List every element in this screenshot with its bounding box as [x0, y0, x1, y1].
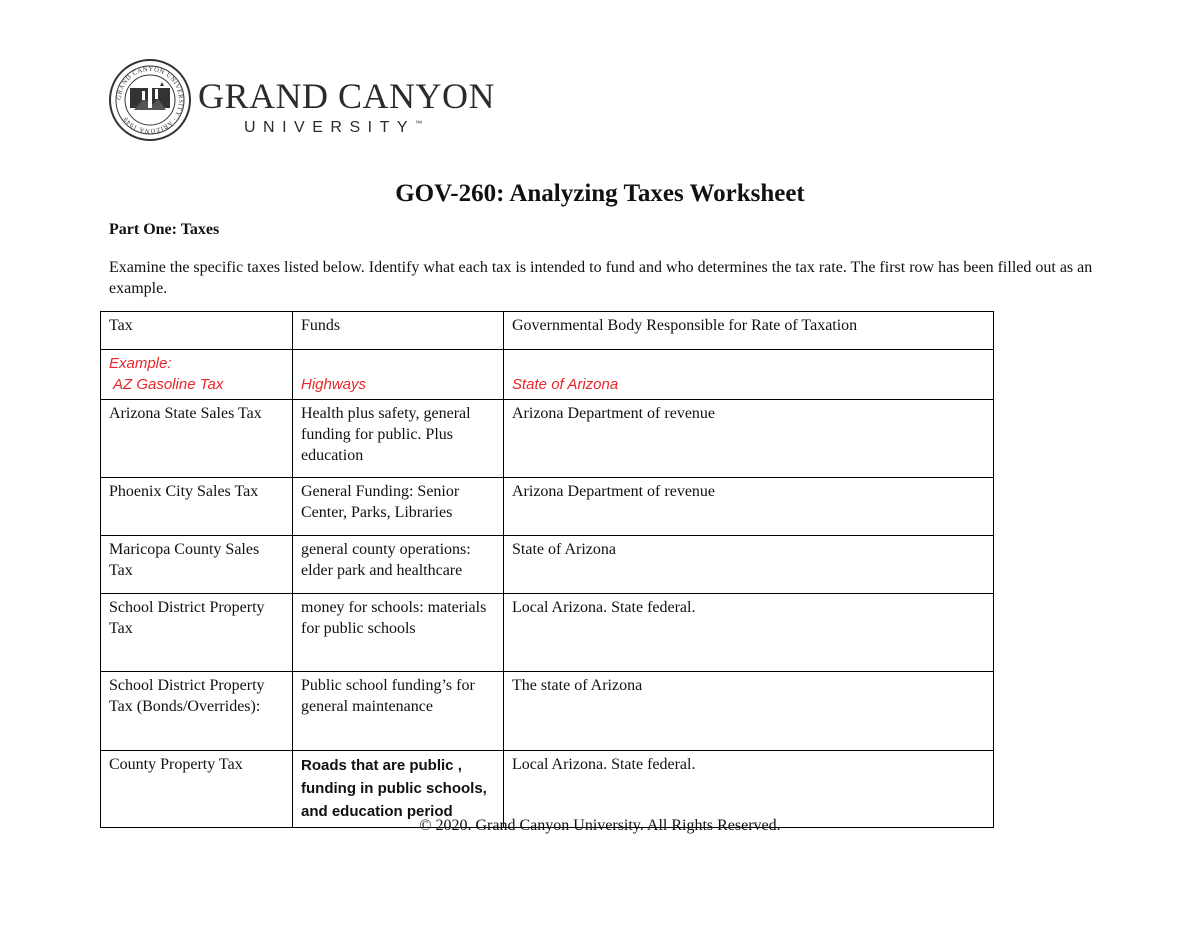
- copyright-footer: © 2020. Grand Canyon University. All Rights Reserved.: [419, 817, 781, 834]
- example-funds: Highways: [301, 376, 367, 393]
- body-cell: Local Arizona. State federal.: [504, 594, 994, 672]
- table-row: [101, 400, 994, 478]
- table-row: [101, 751, 994, 828]
- university-seal-icon: [108, 58, 192, 142]
- tax-cell: Arizona State Sales Tax: [101, 400, 293, 478]
- body-cell: State of Arizona: [504, 536, 994, 594]
- example-body-cell: [504, 350, 994, 400]
- header-funds: Funds: [293, 312, 504, 350]
- table-header-row: [101, 312, 994, 350]
- body-cell: Arizona Department of revenue: [504, 400, 994, 478]
- table-row: [101, 536, 994, 594]
- funds-cell: Roads that are public , funding in public schools, and education period: [301, 757, 487, 820]
- example-funds-cell: [293, 350, 504, 400]
- part-heading: Part One: Taxes: [109, 221, 220, 238]
- body-cell: Arizona Department of revenue: [504, 478, 994, 536]
- body-cell: Local Arizona. State federal.: [504, 751, 994, 828]
- svg-text:GRAND CANYON UNIVERSITY · ARIZ: GRAND CANYON UNIVERSITY · ARIZONA 1949: [115, 65, 185, 135]
- tax-cell: County Property Tax: [101, 751, 293, 828]
- header-tax: Tax: [101, 312, 293, 350]
- body-cell: The state of Arizona: [504, 672, 994, 751]
- tax-cell: Phoenix City Sales Tax: [101, 478, 293, 536]
- instructions-text: Examine the specific taxes listed below. Identify what each tax is intended to fund and who determines the tax rate. The first row has been filled out as an example.: [109, 259, 1093, 297]
- funds-cell: Health plus safety, general funding for public. Plus education: [293, 400, 504, 478]
- logo-name: GRAND CANYON: [198, 76, 496, 116]
- tax-cell: Maricopa County Sales Tax: [101, 536, 293, 594]
- table-row: [101, 478, 994, 536]
- funds-cell: General Funding: Senior Center, Parks, Libraries: [293, 478, 504, 536]
- tax-cell: School District Property Tax: [101, 594, 293, 672]
- funds-cell-wrap: [293, 751, 504, 828]
- example-body: State of Arizona: [512, 376, 619, 393]
- page-title: GOV-260: Analyzing Taxes Worksheet: [395, 180, 805, 207]
- logo-subtitle: UNIVERSITY™: [244, 119, 423, 136]
- funds-cell: Public school funding’s for general maintenance: [293, 672, 504, 751]
- header-body: Governmental Body Responsible for Rate of Taxation: [504, 312, 994, 350]
- example-tax-cell: [101, 350, 293, 400]
- tax-cell: School District Property Tax (Bonds/Overrides):: [101, 672, 293, 751]
- example-row: [101, 350, 994, 400]
- example-tax: AZ Gasoline Tax: [113, 376, 224, 393]
- funds-cell: money for schools: materials for public schools: [293, 594, 504, 672]
- gcu-logo: [108, 58, 496, 142]
- funds-cell: general county operations: elder park and healthcare: [293, 536, 504, 594]
- tax-table: [100, 311, 994, 828]
- example-label: Example:: [109, 355, 172, 372]
- table-row: [101, 672, 994, 751]
- table-row: [101, 594, 994, 672]
